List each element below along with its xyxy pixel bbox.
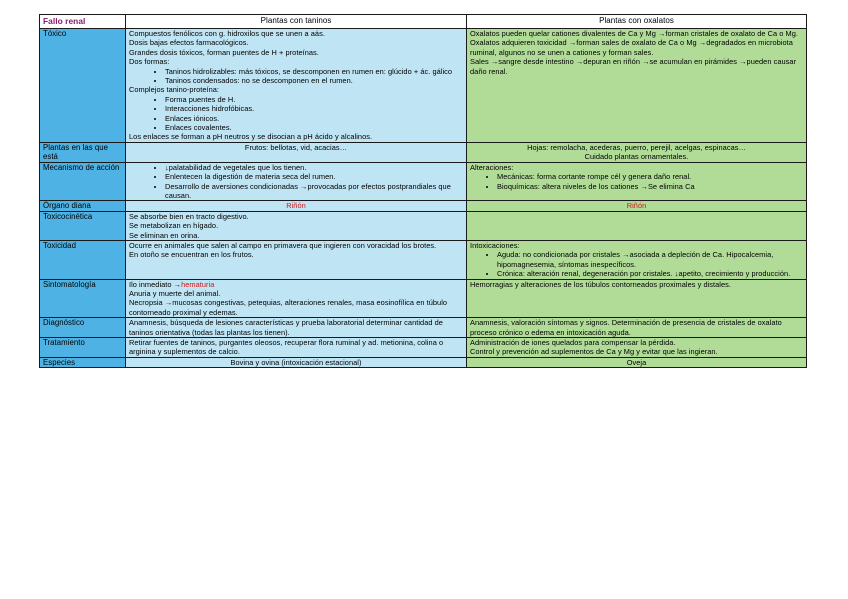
text-line: Se metabolizan en hígado. — [129, 221, 219, 231]
list-item: • Forma puentes de H. — [165, 95, 463, 104]
text-line: Compuestos fenólicos con g. hidroxilos que se unen a aás. — [129, 29, 325, 38]
row-label-toxico: Tóxico — [40, 29, 126, 143]
row-sintomatologia — [40, 279, 807, 318]
toxicocinetica-oxalatos-cell — [467, 211, 807, 240]
header-taninos: Plantas con taninos — [126, 15, 467, 29]
row-toxico — [40, 29, 807, 143]
tanin-forms-list — [129, 67, 463, 86]
list-item: • Enlaces covalentes. — [165, 123, 463, 132]
mecanismo-list — [129, 163, 463, 201]
header-oxalatos: Plantas con oxalatos — [467, 15, 807, 29]
text-line: Se absorbe bien en tracto digestivo. — [129, 211, 249, 221]
row-label-diagnostico: Diagnóstico — [40, 318, 126, 338]
text-line — [129, 280, 463, 289]
text-line: Los enlaces se forman a pH neutros y se disocian a pH ácido y alcalinos. — [129, 132, 373, 142]
renal-failure-table — [39, 14, 806, 368]
text-line: Necropsia →mucosas congestivas, petequias, alteraciones renales, masa eosinofílica en túbulo contorneado proximal y edemas. — [129, 298, 448, 317]
row-mecanismo — [40, 162, 807, 201]
list-item: • Enlaces iónicos. — [165, 114, 463, 123]
row-label-organo: Órgano diana — [40, 201, 126, 211]
especies-oxalatos-cell: Oveja — [467, 357, 807, 367]
text-line: Se eliminan en orina. — [129, 230, 200, 240]
plantas-taninos-cell: Frutos: bellotas, vid, acacias… — [126, 142, 467, 162]
mecanismo-taninos-cell — [126, 162, 467, 201]
toxicidad-oxalatos-cell — [467, 240, 807, 279]
row-label-especies: Especies — [40, 357, 126, 367]
text-line: Complejos tanino-proteína: — [129, 85, 220, 95]
row-label-sintomatologia: Sintomatología — [40, 279, 126, 318]
sintomatologia-oxalatos-cell: Hemorragias y alteraciones de los túbulos contorneados proximales y distales. — [467, 279, 807, 318]
text-line: Cuidado plantas ornamentales. — [584, 152, 689, 162]
list-item: • Taninos hidrolizables: más tóxicos, se descomponen en rumen en: glúcido + ác. gálico — [165, 67, 463, 76]
row-diagnostico — [40, 318, 807, 338]
row-label-tratamiento: Tratamiento — [40, 338, 126, 358]
list-item: • Taninos condensados: no se descomponen en el rumen. — [165, 76, 463, 85]
list-item: • Interacciones hidrofóbicas. — [165, 104, 463, 113]
header-fallo-renal: Fallo renal — [40, 15, 126, 29]
text-line: En otoño se encuentran en los frutos. — [129, 250, 254, 260]
list-item: • Desarrollo de aversiones condicionadas →provocadas por efectos postprandiales que causan. — [165, 182, 463, 201]
text-line: Intoxicaciones: — [470, 240, 520, 250]
text-line: Grandes dosis tóxicos, forman puentes de H + proteínas. — [129, 47, 319, 57]
text-line: Control y prevención ad suplementos de Ca y Mg y evitar que las ingieran. — [470, 347, 718, 357]
text-line: Administración de iones quelados para compensar la pérdida. — [470, 338, 676, 347]
row-especies — [40, 357, 807, 367]
sintomatologia-taninos-cell — [126, 279, 467, 318]
tratamiento-oxalatos-cell — [467, 338, 807, 358]
text-line: Sales →sangre desde intestino →depuran en riñón →se acumulan en pirámides →pueden causar daño renal. — [470, 57, 797, 76]
diagnostico-taninos-cell: Anamnesis, búsqueda de lesiones características y prueba laboratorial determinar cantidad de taninos orientativa (todas las plantas los tienen). — [126, 318, 467, 338]
toxicocinetica-taninos-cell — [126, 211, 467, 240]
toxico-oxalatos-cell — [467, 29, 807, 143]
row-label-toxicidad: Toxicidad — [40, 240, 126, 279]
row-tratamiento — [40, 338, 807, 358]
complex-list — [129, 95, 463, 133]
list-item: • Bioquímicas: altera niveles de los cationes →Se elimina Ca — [497, 182, 803, 191]
text-line: Hojas: remolacha, acederas, puerro, perejil, acelgas, espinacas… — [527, 142, 746, 152]
text-line: Anuria y muerte del animal. — [129, 288, 221, 298]
list-item: • Crónica: alteración renal, degeneración por cristales. ↓apetito, crecimiento y producción. — [497, 269, 803, 278]
text-line: Alteraciones: — [470, 162, 514, 172]
tratamiento-taninos-cell: Retirar fuentes de taninos, purgantes oleosos, recuperar flora ruminal y ad. metionina, colina o arginina y suplementos de calcio. — [126, 338, 467, 358]
organo-taninos-cell: Riñón — [126, 201, 467, 211]
diagnostico-oxalatos-cell: Anamnesis, valoración síntomas y signos. Determinación de presencia de cristales de oxalato proceso crónico o edema en intoxicación aguda. — [467, 318, 807, 338]
especies-taninos-cell: Bovina y ovina (intoxicación estacional) — [126, 357, 467, 367]
list-item: • ↓palatabilidad de vegetales que los tienen. — [165, 163, 463, 172]
mecanismo-oxalatos-cell — [467, 162, 807, 201]
text-fragment: Ilo inmediato → — [129, 279, 182, 289]
row-toxicidad — [40, 240, 807, 279]
plantas-oxalatos-cell — [467, 142, 807, 162]
toxico-taninos-cell — [126, 29, 467, 143]
organo-oxalatos-cell: Riñón — [467, 201, 807, 211]
row-organo — [40, 201, 807, 211]
row-plantas — [40, 142, 807, 162]
text-line: Ocurre en animales que salen al campo en primavera que ingieren con voracidad los brotes. — [129, 240, 437, 250]
list-item: • Mecánicas: forma cortante rompe cél y genera daño renal. — [497, 172, 803, 181]
text-line: Oxalatos adquieren toxicidad →forman sales de oxalato de Ca o Mg →degradados en microbiota ruminal, algunos no se unen a cationes y forman sales. — [470, 38, 793, 57]
hematuria-text: hematuria — [181, 279, 215, 289]
row-toxicocinetica — [40, 211, 807, 240]
row-label-mecanismo: Mecanismo de acción — [40, 162, 126, 201]
list-item: • Aguda: no condicionada por cristales →asociada a depleción de Ca. Hipocalcemia, hipomagnesemia, síntomas inespecíficos. — [497, 250, 803, 269]
row-label-plantas: Plantas en las que está — [40, 142, 126, 162]
alteraciones-list — [470, 172, 803, 191]
intoxicaciones-list — [470, 250, 803, 278]
toxicidad-taninos-cell — [126, 240, 467, 279]
row-label-toxicocinetica: Toxicocinética — [40, 211, 126, 240]
text-line: Dos formas: — [129, 57, 170, 67]
list-item: • Enlentecen la digestión de materia seca del rumen. — [165, 172, 463, 181]
header-row — [40, 15, 807, 29]
text-line: Dosis bajas efectos farmacológicos. — [129, 38, 249, 48]
text-line: Oxalatos pueden quelar cationes divalentes de Ca y Mg →forman cristales de oxalato de Ca o Mg. — [470, 29, 799, 38]
